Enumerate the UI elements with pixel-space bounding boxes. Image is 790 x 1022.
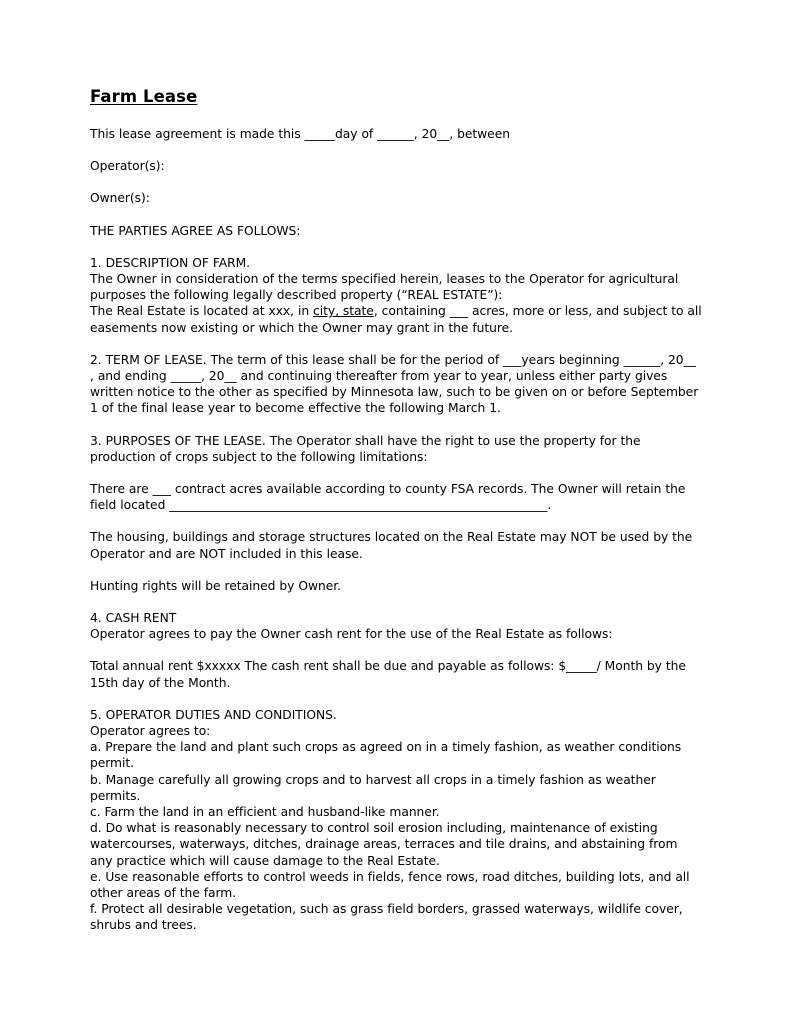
paragraph-contract-acres: There are ___ contract acres available according to county FSA records. The Owner will retain the field located ______________________________________________________________. [90,482,686,513]
duty-item-f: f. Protect all desirable vegetation, such as grass field borders, grassed waterways, wildlife cover, shrubs and trees. [90,902,683,933]
section-4-cash-rent [90,610,702,642]
paragraph-annual-rent: Total annual rent $xxxxx The cash rent shall be due and payable as follows: $_____/ Month by the 15th day of the Month. [90,659,686,690]
section-5-operator-duties [90,707,702,934]
section-1-line3-before: The Real Estate is located at xxx, in [90,304,314,319]
section-2-term-of-lease: 2. TERM OF LEASE. The term of this lease shall be for the period of ___years beginning ______, 20__ , and ending _____, 20__ and continuing thereafter from year to year, unless either party gives written notice to the other as specified by Minnesota law, such to be given on or before September 1 of the final lease year to become effective the following March 1. [90,352,699,416]
paragraph-owners: Owner(s): [90,191,150,206]
duty-item-e: e. Use reasonable efforts to control weeds in fields, fence rows, road ditches, building lots, and all other areas of the farm. [90,869,690,901]
section-4-heading: 4. CASH RENT [90,611,177,626]
duty-item-b: b. Manage carefully all growing crops and to harvest all crops in a timely fashion as weather permits. [90,772,656,803]
section-1-heading: 1. DESCRIPTION OF FARM. [90,255,251,270]
section-5-heading: 5. OPERATOR DUTIES AND CONDITIONS. [90,707,337,722]
duty-item-c: c. Farm the land in an efficient and husband-like manner. [90,805,440,820]
section-1-line2: The Owner in consideration of the terms specified herein, leases to the Operator for agricultural purposes the following legally described property (“REAL ESTATE”): [90,271,679,303]
duty-item-a: a. Prepare the land and plant such crops as agreed on in a timely fashion, as weather conditions permit. [90,740,682,771]
duty-item-d: d. Do what is reasonably necessary to control soil erosion including, maintenance of existing watercourses, waterways, ditches, drainage areas, terraces and tile drains, and abstaining from any practice which will cause damage to the Real Estate. [90,821,678,868]
paragraph-housing-buildings: The housing, buildings and storage structures located on the Real Estate may NOT be used by the Operator and are NOT included in this lease. [90,530,693,561]
page-title: Farm Lease [90,87,198,106]
paragraph-hunting-rights: Hunting rights will be retained by Owner. [90,578,341,593]
document-body [90,88,702,934]
section-3-purposes-of-the-lease: 3. PURPOSES OF THE LEASE. The Operator shall have the right to use the property for the production of crops subject to the following limitations: [90,433,641,464]
paragraph-intro: This lease agreement is made this _____day of ______, 20__, between [90,126,510,141]
paragraph-parties-agree: THE PARTIES AGREE AS FOLLOWS: [90,223,301,238]
section-5-line2: Operator agrees to: [90,724,211,739]
city-state-underlined: city, state [313,304,374,319]
section-4-line2: Operator agrees to pay the Owner cash rent for the use of the Real Estate as follows: [90,627,613,642]
section-1-line3-after: , containing ___ acres, more or less, and subject to all easements now existing or which the Owner may grant in the future. [90,304,702,335]
paragraph-operators: Operator(s): [90,159,165,174]
section-1-description-of-farm [90,255,702,336]
